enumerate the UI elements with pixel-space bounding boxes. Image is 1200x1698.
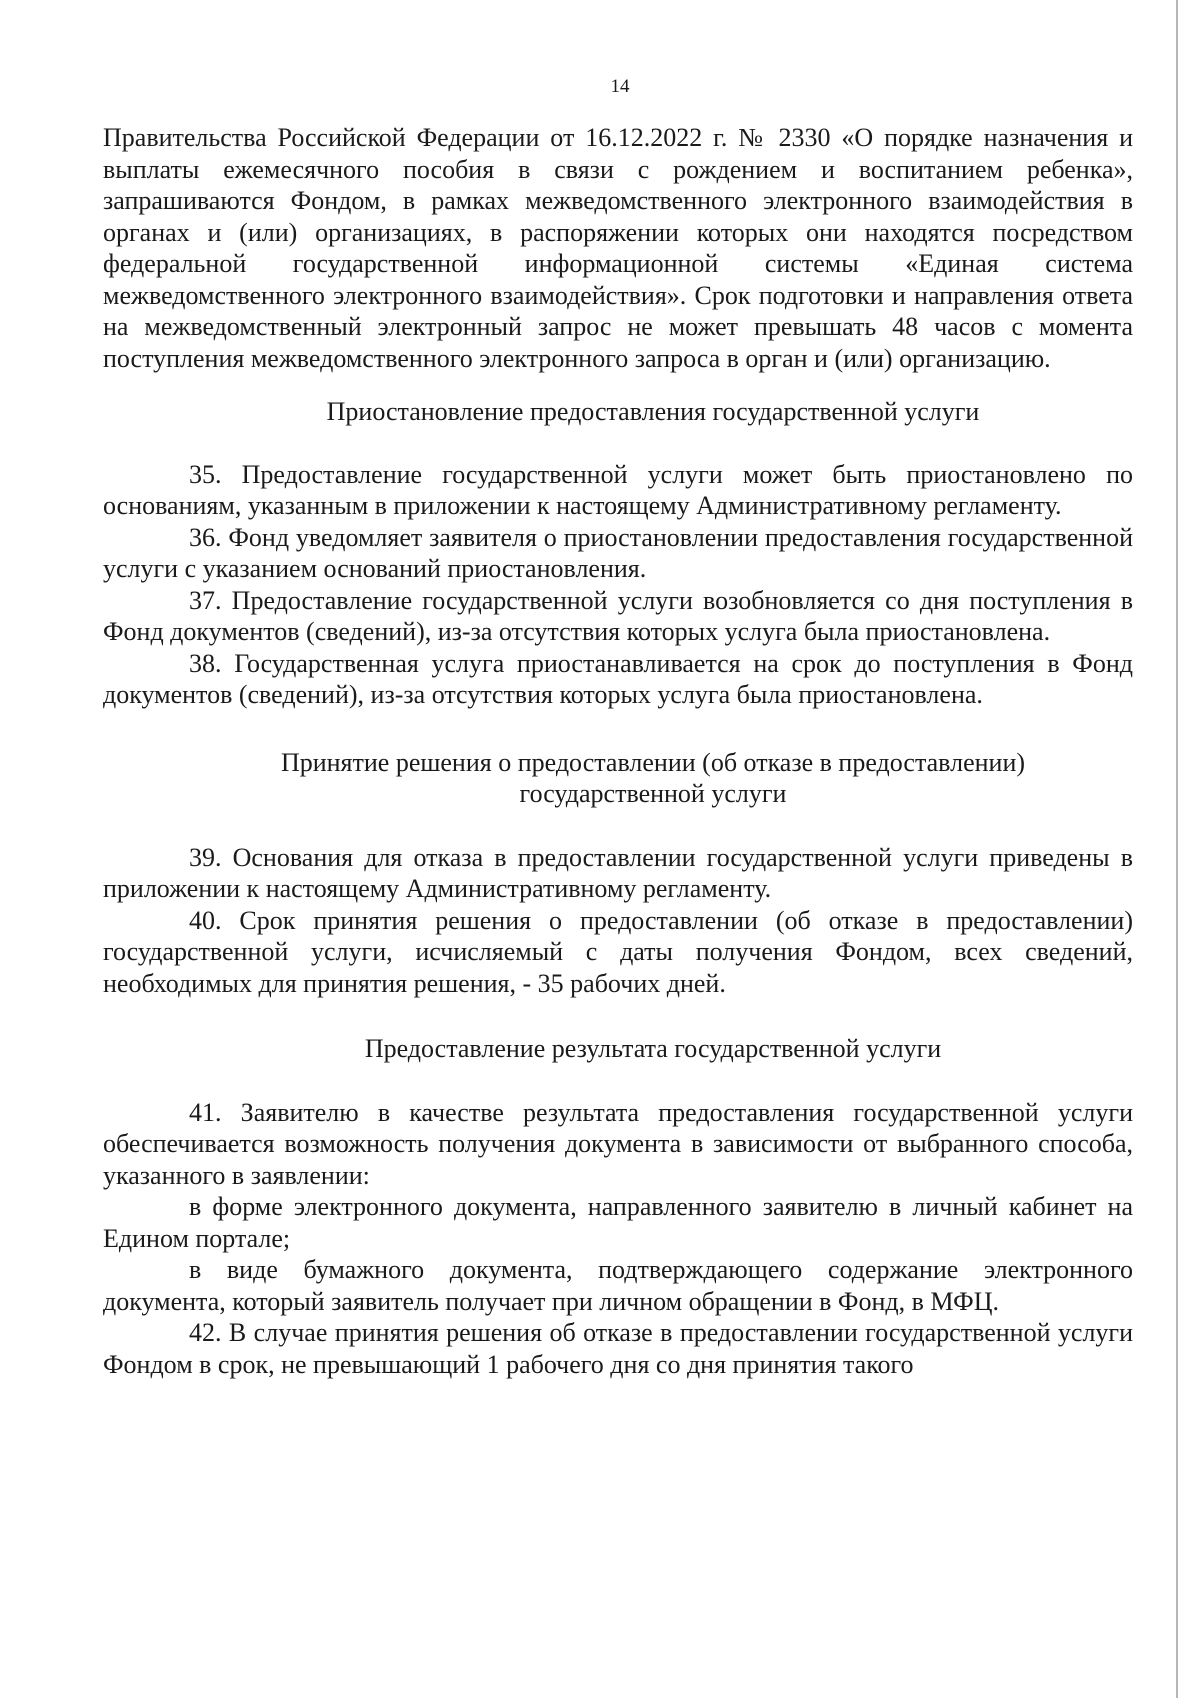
paragraph-37: 37. Предоставление государственной услуги возобновляется со дня поступления в Фонд документов (сведений), из-за отсутствия которых услуга была приостановлена.: [103, 585, 1133, 646]
paragraph-41: 41. Заявителю в качестве результата предоставления государственной услуги обеспечивается возможность получения документа в зависимости от выбранного способа, указанного в заявлении:: [103, 1097, 1133, 1190]
document-body: [103, 122, 1133, 1380]
paragraph-41-option-electronic: в форме электронного документа, направленного заявителю в личный кабинет на Едином портале;: [103, 1192, 1133, 1253]
intro-paragraph: Правительства Российской Федерации от 16.12.2022 г. № 2330 «О порядке назначения и выплаты ежемесячного пособия в связи с рождением и воспитанием ребенка», запрашиваются Фондом, в рамках межведомственного электронного взаимодействия в органах и (или) организациях, в распоряжении которых они находятся посредством федеральной государственной информационной системы «Единая система межведомственного электронного взаимодействия». Срок подготовки и направления ответа на межведомственный электронный запрос не может превышать 48 часов с момента поступления межведомственного электронного запроса в орган и (или) организацию.: [103, 123, 1133, 373]
paragraph-39: 39. Основания для отказа в предоставлении государственной услуги приведены в приложении к настоящему Административному регламенту.: [103, 842, 1133, 903]
paragraph-36: 36. Фонд уведомляет заявителя о приостановлении предоставления государственной услуги с указанием оснований приостановления.: [103, 522, 1133, 583]
scan-edge-line: [1176, 0, 1178, 1698]
section-heading-suspension: Приостановление предоставления государственной услуги: [326, 397, 980, 426]
paragraph-42: 42. В случае принятия решения об отказе в предоставлении государственной услуги Фондом в срок, не превышающий 1 рабочего дня со дня принятия такого: [103, 1318, 1133, 1379]
paragraph-35: 35. Предоставление государственной услуги может быть приостановлено по основаниям, указанным в приложении к настоящему Административному регламенту.: [103, 459, 1133, 520]
paragraph-38: 38. Государственная услуга приостанавливается на срок до поступления в Фонд документов (сведений), из-за отсутствия которых услуга была приостановлена.: [103, 648, 1133, 709]
section-heading-decision: [103, 747, 1133, 810]
paragraph-40: 40. Срок принятия решения о предоставлении (об отказе в предоставлении) государственной услуги, исчисляемый с даты получения Фондом, всех сведений, необходимых для принятия решения, - 35 рабочих дней.: [103, 905, 1133, 998]
section-heading-decision-line1: Принятие решения о предоставлении (об отказе в предоставлении): [280, 747, 1026, 777]
section-heading-decision-line2: государственной услуги: [519, 779, 787, 808]
section-heading-result: Предоставление результата государственной услуги: [364, 1034, 942, 1063]
page-number: 14: [610, 76, 630, 97]
paragraph-41-option-paper: в виде бумажного документа, подтверждающего содержание электронного документа, который заявитель получает при личном обращении в Фонд, в МФЦ.: [103, 1255, 1133, 1316]
